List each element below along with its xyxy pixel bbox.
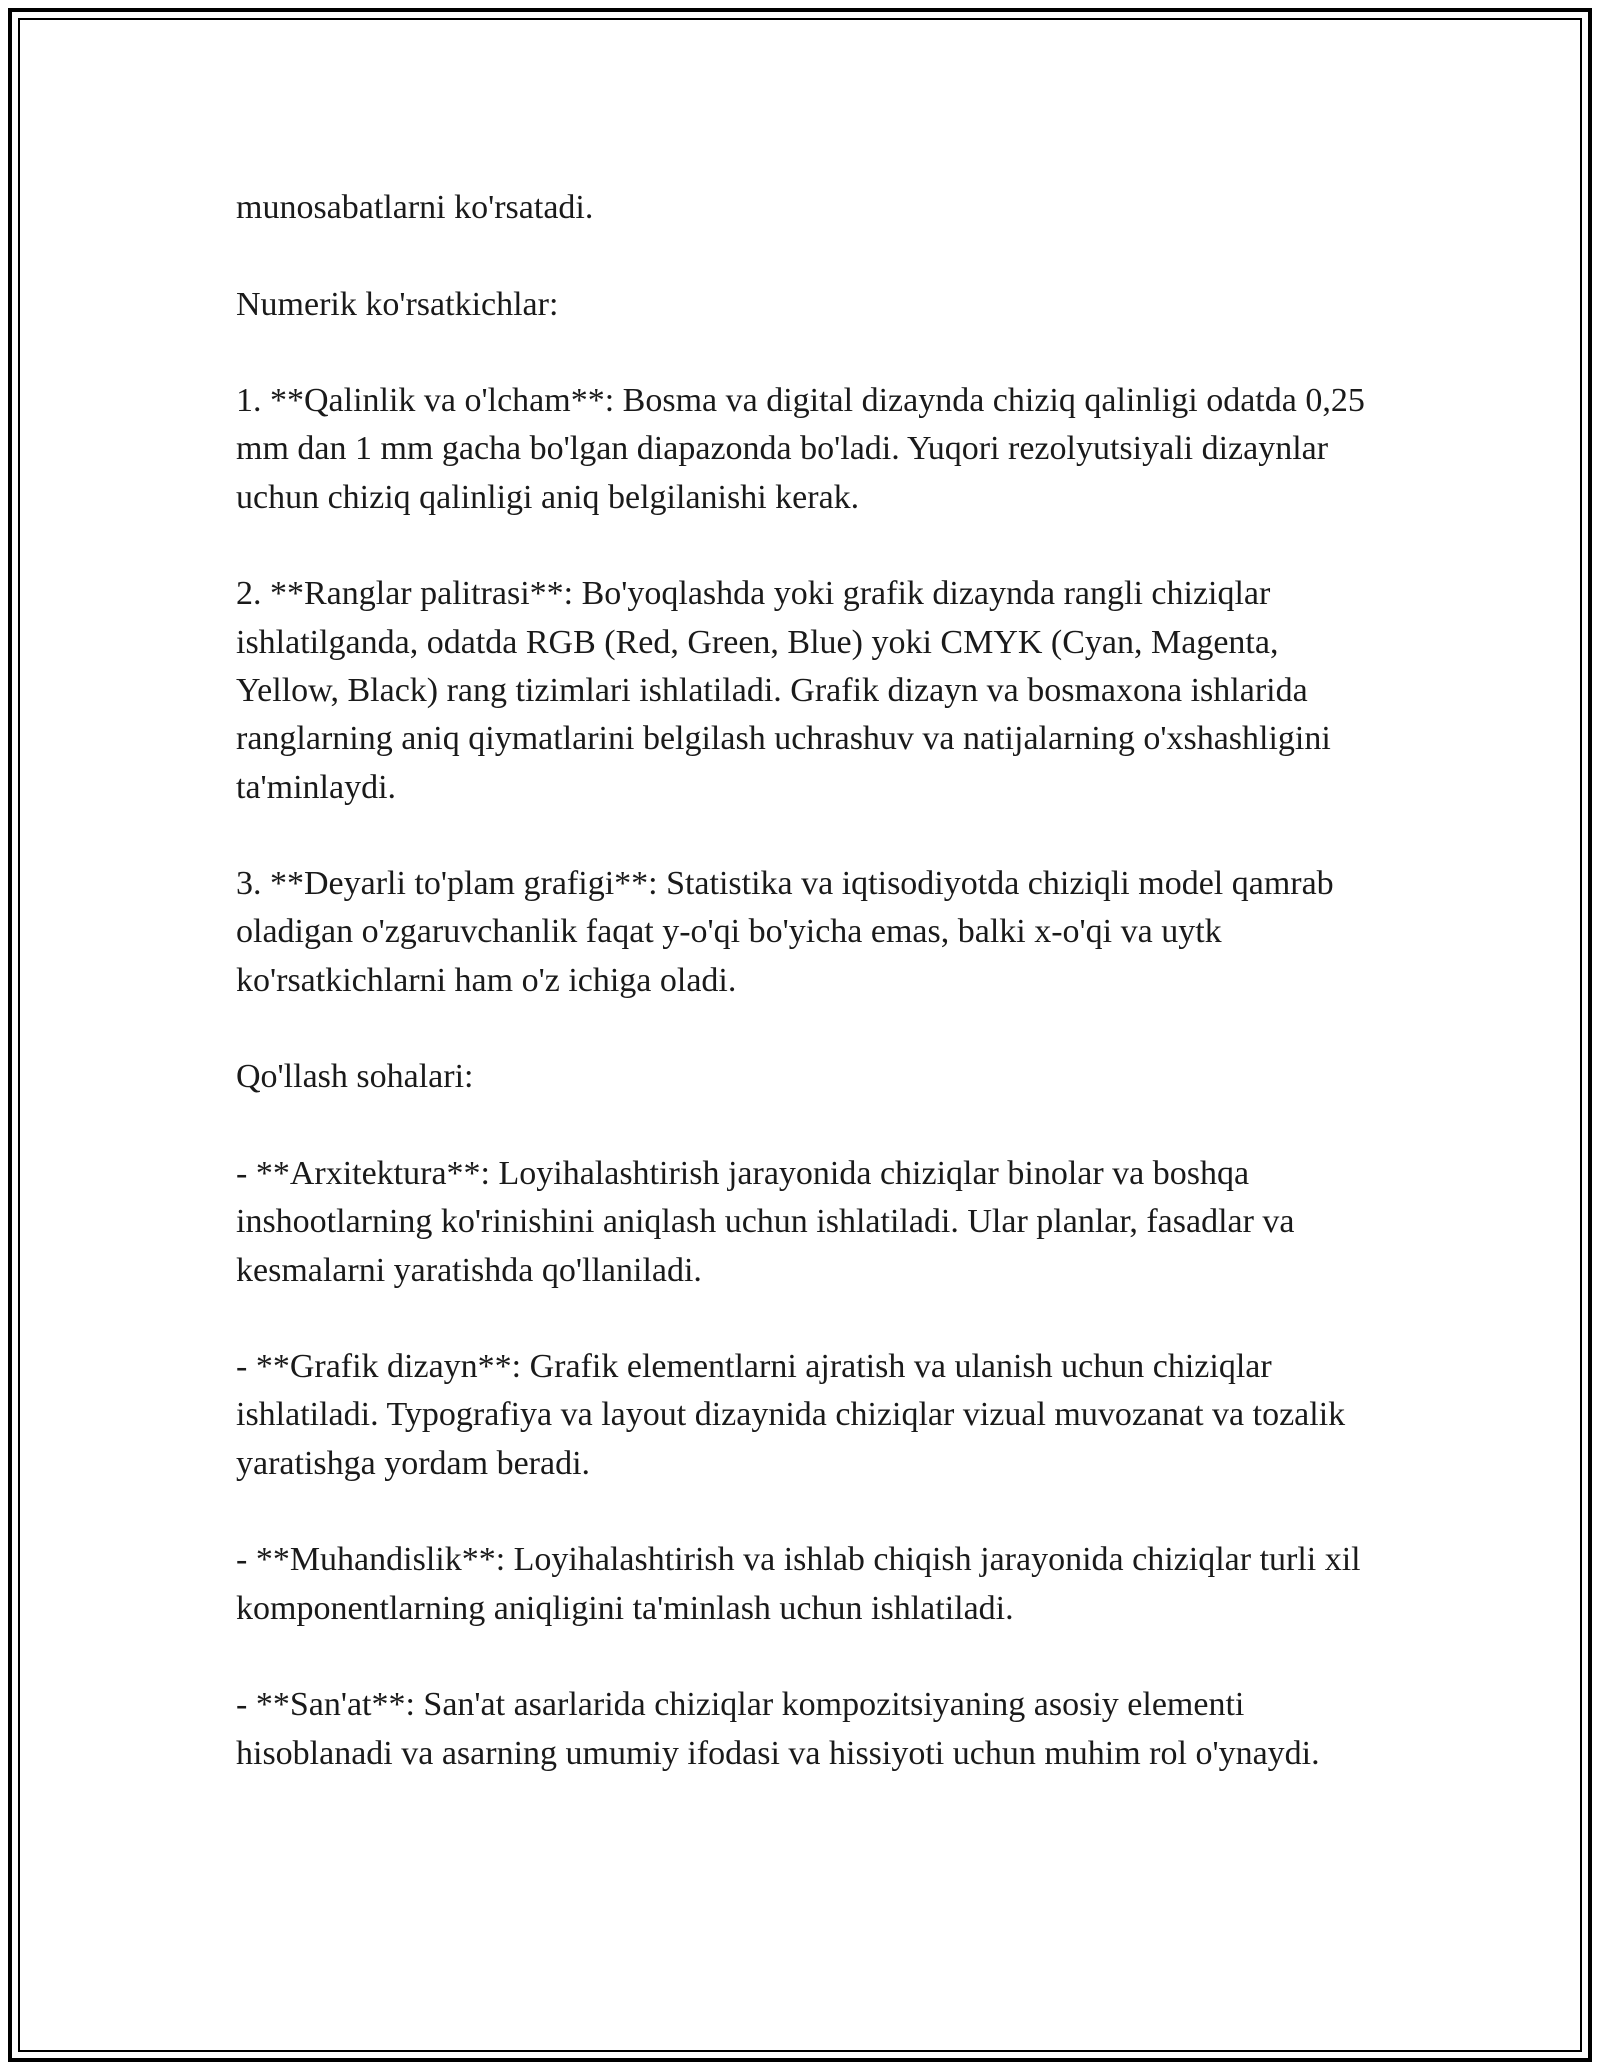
list-item-qalinlik: 1. **Qalinlik va o'lcham**: Bosma va digital dizaynda chiziq qalinligi odatda 0,25 mm dan 1 mm gacha bo'lgan diapazonda bo'ladi. Yuqori rezolyutsiyali dizaynlar uchun chiziq qalinligi aniq belgilanishi kerak. [236, 382, 1365, 516]
list-item-ranglar: 2. **Ranglar palitrasi**: Bo'yoqlashda yoki grafik dizaynda rangli chiziqlar ishlatilganda, odatda RGB (Red, Green, Blue) yoki CMYK (Cyan, Magenta, Yellow, Black) rang tizimlari ishlatiladi. Grafik dizayn va bosmaxona ishlarida ranglarning aniq qiymatlarini belgilash uchrashuv va natijalarning o'xshashligini ta'minlaydi. [236, 575, 1331, 806]
bullet-arxitektura: - **Arxitektura**: Loyihalashtirish jarayonida chiziqlar binolar va boshqa inshootlarning ko'rinishini aniqlash uchun ishlatiladi. Ular planlar, fasadlar va kesmalarni yaratishda qo'llaniladi. [236, 1154, 1295, 1289]
heading-qollash-sohalari: Qo'llash sohalari: [236, 1058, 474, 1096]
heading-numerik-korsatkichlar: Numerik ko'rsatkichlar: [236, 285, 559, 323]
bullet-grafik-dizayn: - **Grafik dizayn**: Grafik elementlarni ajratish va ulanish uchun chiziqlar ishlatiladi. Typografiya va layout dizaynida chiziqlar vizual muvozanat va tozalik yaratishga yordam beradi. [236, 1348, 1346, 1482]
list-item-deyarli: 3. **Deyarli to'plam grafigi**: Statistika va iqtisodiyotda chiziqli model qamrab oladigan o'zgaruvchanlik faqat y-o'qi bo'yicha emas, balki x-o'qi va uytk ko'rsatkichlarni ham o'z ichiga oladi. [236, 865, 1334, 999]
bullet-sanat: - **San'at**: San'at asarlarida chiziqlar kompozitsiyaning asosiy elementi hisoblanadi va asarning umumiy ifodasi va hissiyoti uchun muhim rol o'ynaydi. [236, 1686, 1320, 1772]
paragraph-continuation: munosabatlarni ko'rsatadi. [236, 189, 594, 226]
document-body [236, 184, 1386, 1778]
bullet-muhandislik: - **Muhandislik**: Loyihalashtirish va ishlab chiqish jarayonida chiziqlar turli xil komponentlarning aniqligini ta'minlash uchun ishlatiladi. [236, 1541, 1361, 1627]
